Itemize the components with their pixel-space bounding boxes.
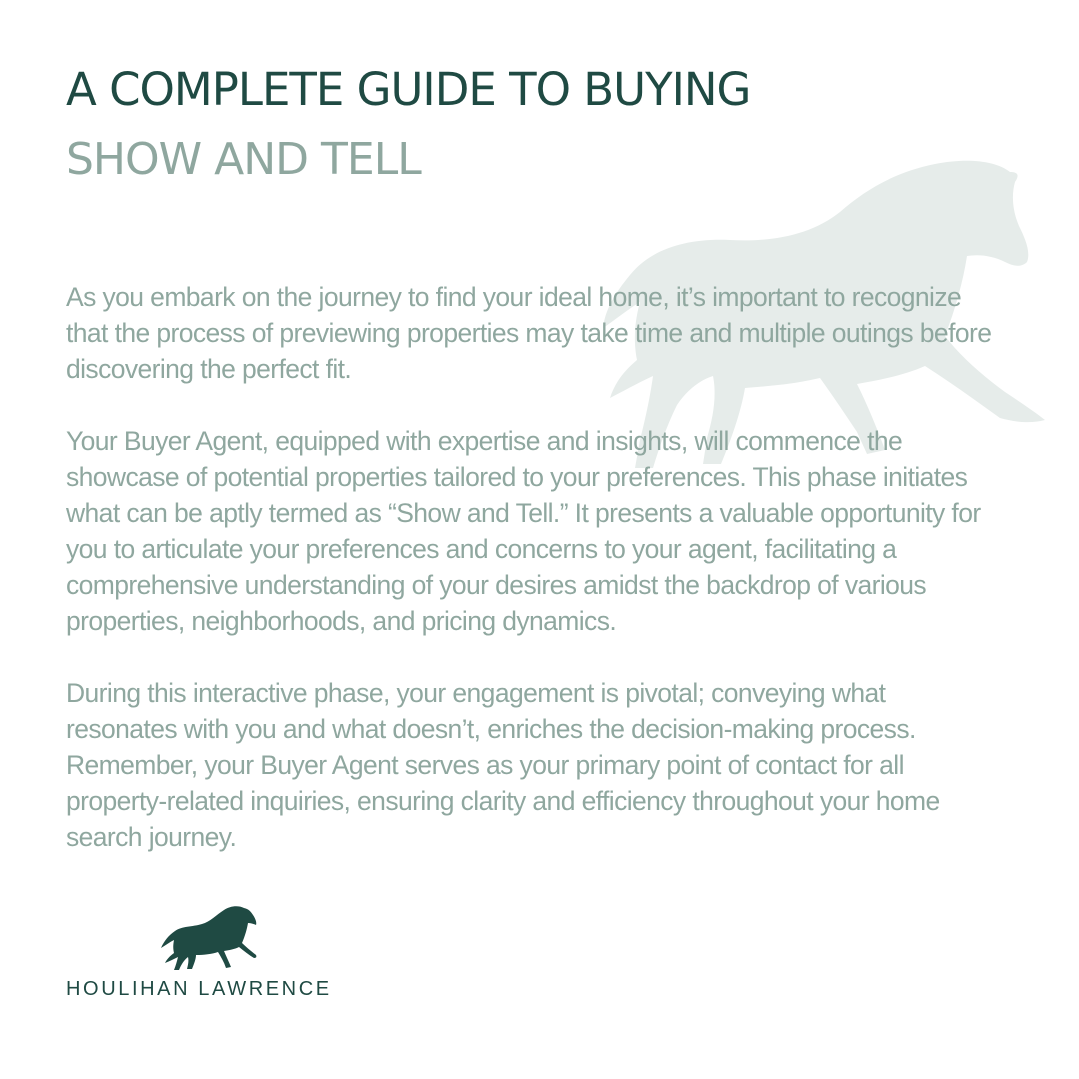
paragraph-engagement: During this interactive phase, your engagement is pivotal; conveying what resonates with you and what doesn’t, enriches the decision-making process. Remember, your Buyer Agent serves as your primary point of contact for all property-related inquiries, ensuring clarity and efficiency throughout your home search journey. <box>66 678 940 852</box>
body-text <box>66 279 996 891</box>
paragraph-show-and-tell: Your Buyer Agent, equipped with expertise and insights, will commence the showcase of potential properties tailored to your preferences. This phase initiates what can be aptly termed as “Show and Tell.” It presents a valuable opportunity for you to articulate your preferences and concerns to your agent, facilitating a comprehensive understanding of your desires amidst the backdrop of various properties, neighborhoods, and pricing dynamics. <box>66 426 981 636</box>
page-subtitle: SHOW AND TELL <box>66 134 421 185</box>
horse-icon <box>158 902 258 972</box>
brand-name: HOULIHAN LAWRENCE <box>66 978 332 1000</box>
brand-logo <box>66 902 356 1012</box>
paragraph-intro: As you embark on the journey to find your ideal home, it’s important to recognize that the process of previewing properties may take time and multiple outings before discovering the perfect fit. <box>66 282 992 384</box>
page-title: A COMPLETE GUIDE TO BUYING <box>66 63 751 116</box>
